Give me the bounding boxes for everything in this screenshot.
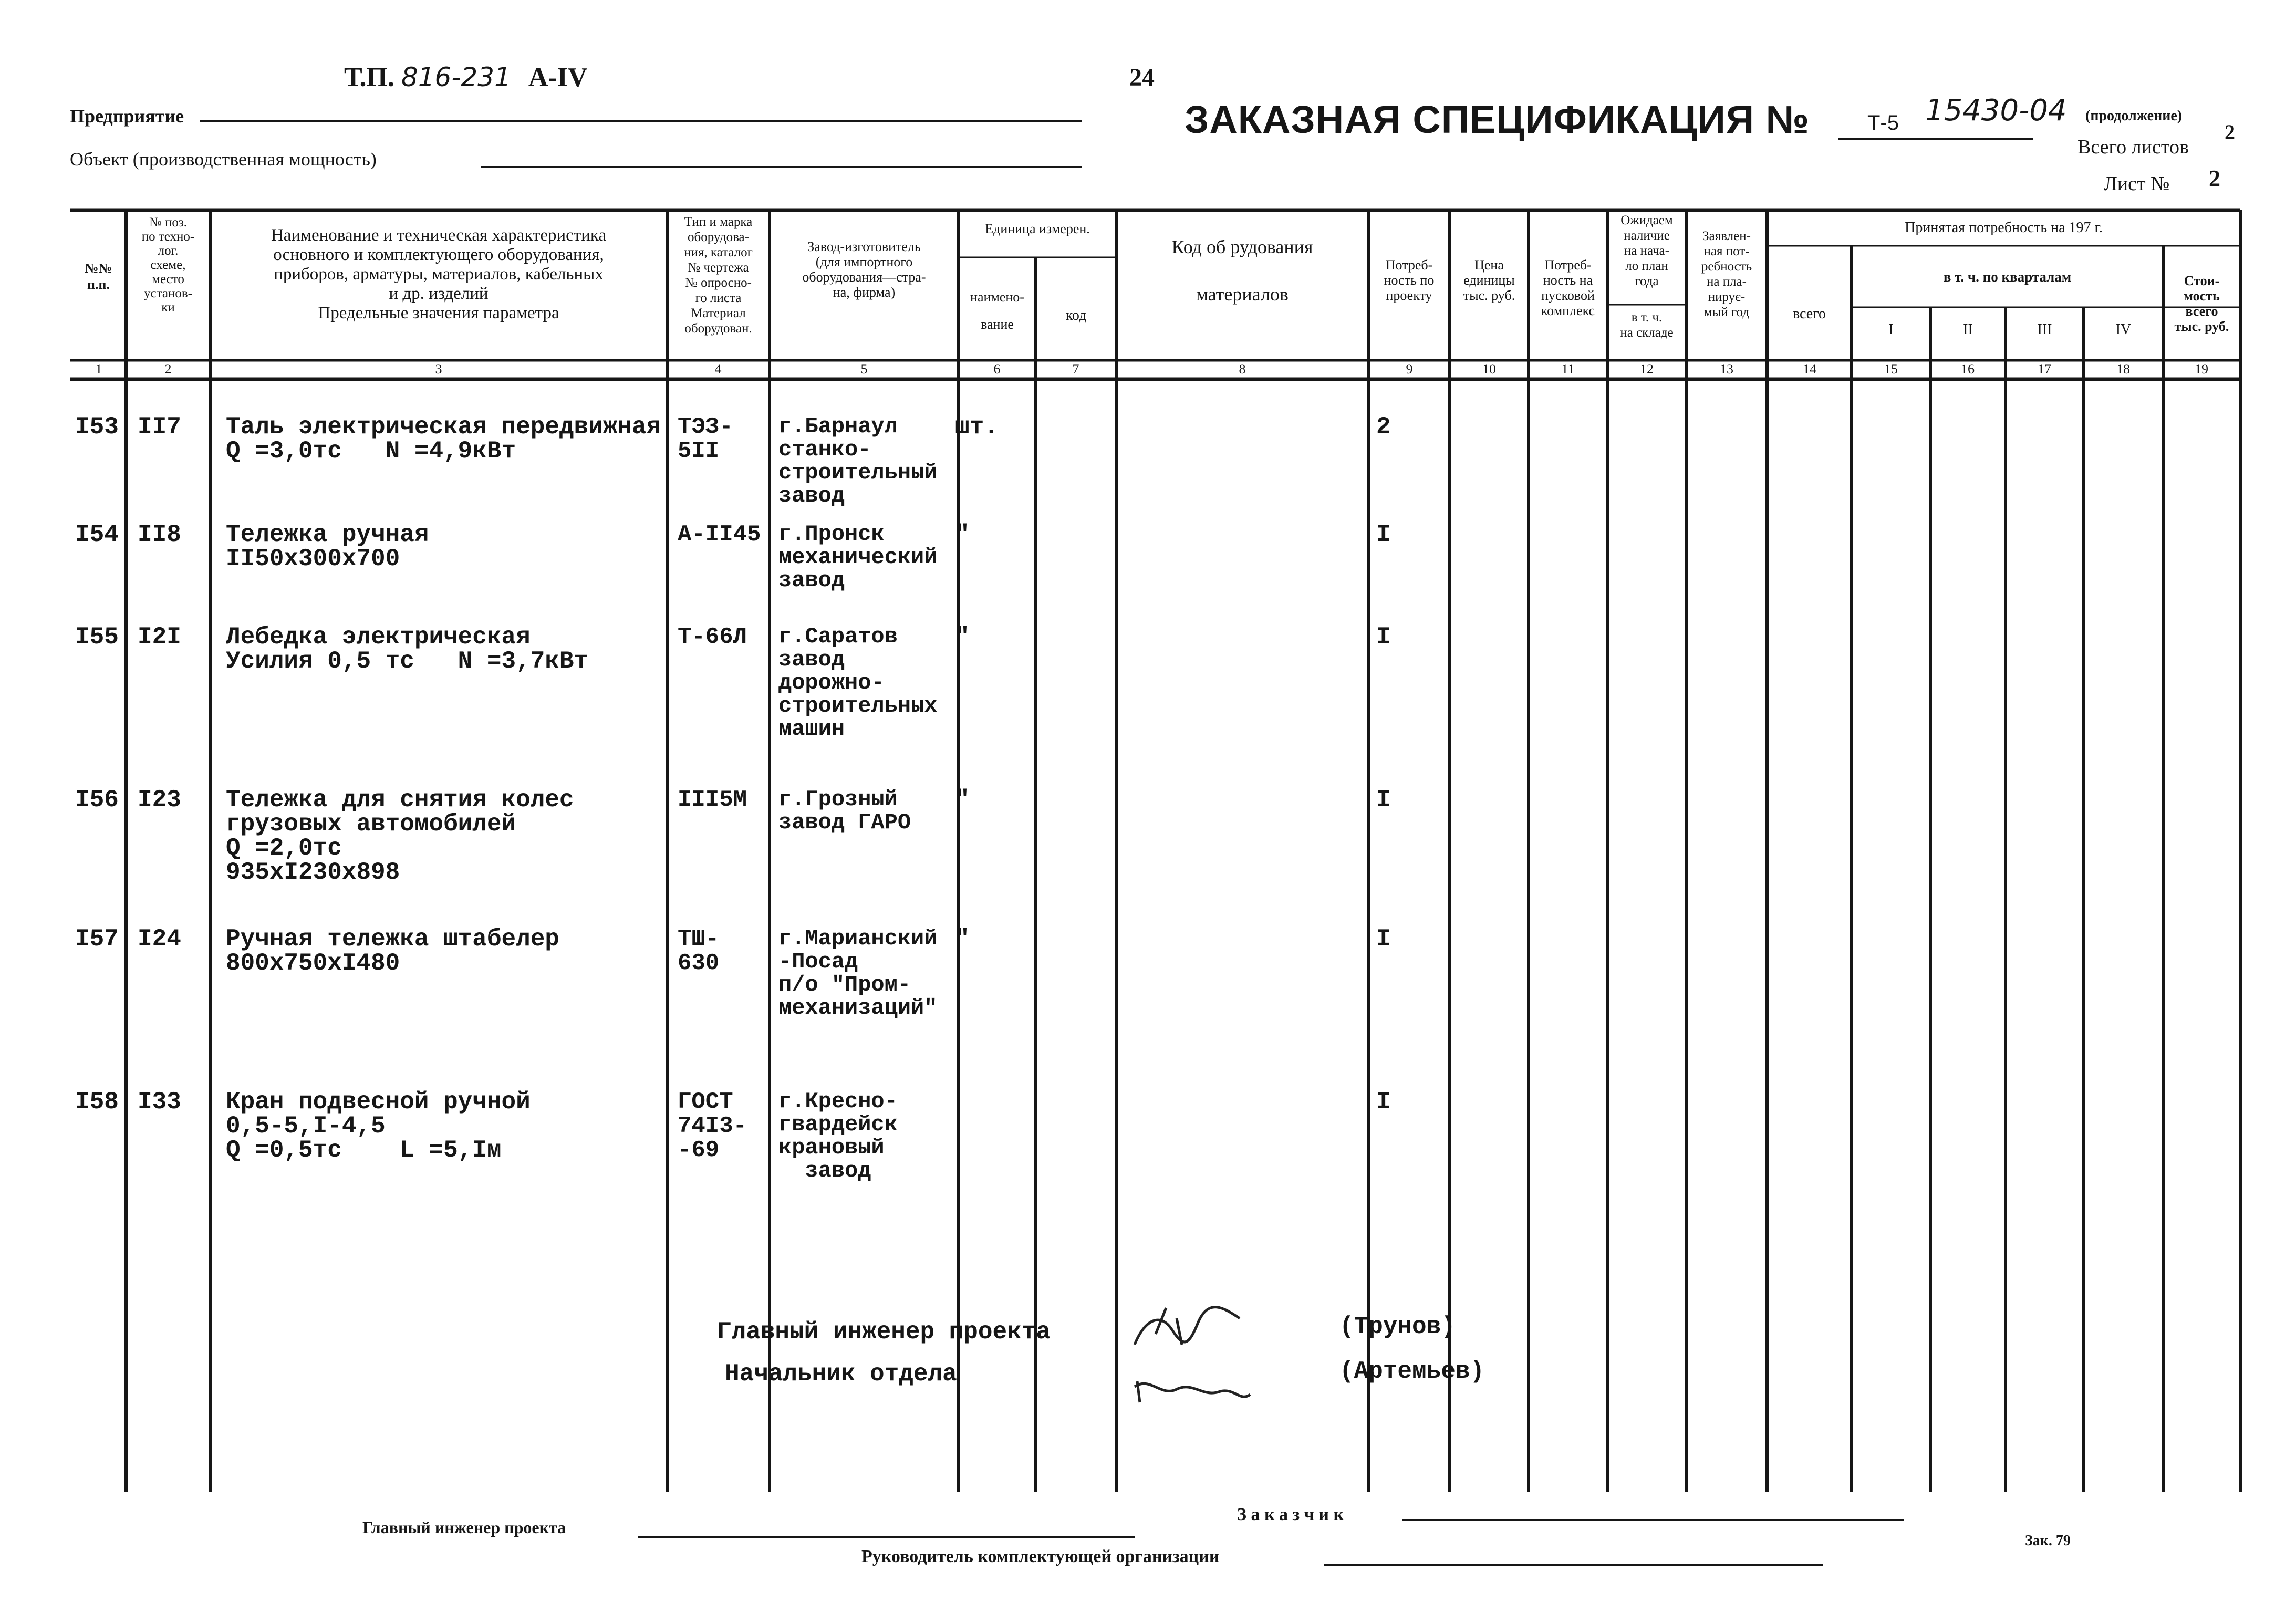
col-header-unit-name-text: наимено- вание	[970, 289, 1024, 332]
col-header-unit-group: Единица измерен.	[985, 221, 1090, 236]
row-number: I53	[75, 413, 119, 441]
row-manufacturer: г.Саратов завод дорожно- строительных машин	[778, 624, 938, 742]
col-header-declared	[1687, 228, 1766, 320]
row-project-qty: I	[1376, 925, 1391, 953]
page-number: 24	[1129, 64, 1155, 91]
row-position: I23	[138, 786, 181, 814]
column-number: 3	[435, 361, 442, 377]
col-header-project-need	[1369, 257, 1449, 303]
column-number: 17	[2038, 361, 2051, 377]
col-header-no	[74, 260, 123, 293]
row-project-qty: I	[1376, 521, 1391, 548]
col-header-expected-text: Ожидаем наличие на нача- ло план года	[1620, 213, 1673, 288]
dept-head-name: (Артемьев)	[1339, 1358, 1485, 1385]
column-number: 1	[95, 361, 102, 377]
col-header-declared-text: Заявлен- ная пот- ребность на пла- нирує- мый год	[1701, 229, 1752, 319]
column-number: 7	[1072, 361, 1079, 377]
doc-code-handwritten: 816-231	[401, 62, 511, 92]
row-project-qty: I	[1376, 623, 1391, 651]
col-header-unit-price-text: Цена единицы тыс. руб.	[1463, 257, 1515, 303]
col-header-materials: материалов	[1196, 284, 1289, 305]
dept-head-label: Начальник отдела	[725, 1360, 957, 1388]
sheet-label: Лист №	[2104, 173, 2170, 195]
doc-code-suffix: А-IV	[528, 63, 588, 92]
row-unit: "	[955, 786, 970, 814]
column-number: 15	[1884, 361, 1898, 377]
row-unit: шт.	[955, 413, 999, 441]
row-unit: "	[955, 521, 970, 548]
row-type-mark: III5М	[678, 787, 747, 813]
column-number: 16	[1961, 361, 1975, 377]
row-unit: "	[955, 623, 970, 651]
row-type-mark: ТЭЗ- 5II	[678, 414, 733, 464]
footer-supplier-head-label: Руководитель комплектующей организации	[861, 1547, 1220, 1566]
col-header-name-text: Наименование и техническая характеристика основного и комплектующего оборудования, приборов, арматуры, материалов, кабельных и др. изделий Предельные значения параметра	[271, 226, 607, 322]
row-project-qty: 2	[1376, 413, 1391, 441]
row-manufacturer: г.Кресно- гвардейск крановый завод	[778, 1089, 898, 1183]
total-sheets-label: Всего листов	[2077, 136, 2189, 158]
row-number: I54	[75, 521, 119, 548]
col-header-type	[668, 214, 768, 336]
col-header-startup-need	[1530, 257, 1606, 318]
column-number: 19	[2195, 361, 2208, 377]
sheet-value: 2	[2209, 165, 2220, 191]
row-position: I33	[138, 1088, 181, 1116]
enterprise-label: Предприятие	[70, 106, 184, 127]
col-header-maker-text: Завод-изготовитель (для импортного оборудования—стра- на, фирма)	[802, 239, 926, 300]
col-header-accepted: Принятая потребность на 197 г.	[1905, 220, 2103, 236]
row-description: Ручная тележка штабелер 800х750хI480	[226, 925, 559, 977]
column-number: 4	[714, 361, 722, 377]
column-number: 14	[1803, 361, 1816, 377]
column-number: 2	[164, 361, 172, 377]
row-description: Таль электрическая передвижная Q =3,0тс N =4,9кВт	[226, 413, 661, 465]
row-description: Тележка для снятия колес грузовых автомобилей Q =2,0тс 935хI230х898	[226, 786, 574, 886]
page-title: ЗАКАЗНАЯ СПЕЦИФИКАЦИЯ №	[1185, 98, 1810, 141]
footer-chief-engineer-field[interactable]	[638, 1536, 1135, 1538]
col-header-no-text: №№ п.п.	[85, 261, 112, 292]
row-number: I58	[75, 1088, 119, 1116]
footer-customer-field[interactable]	[1402, 1519, 1904, 1521]
col-header-q1: I	[1888, 321, 1894, 338]
column-number: 18	[2116, 361, 2130, 377]
continuation-note: (продолжение)	[2085, 108, 2183, 124]
row-manufacturer: г.Марианский -Посад п/о "Пром- механизаций"	[778, 926, 938, 1021]
footer-supplier-head-field[interactable]	[1324, 1564, 1823, 1566]
row-position: II8	[138, 521, 181, 548]
col-header-cost	[2164, 273, 2239, 334]
footer-chief-engineer-label: Главный инженер проекта	[362, 1518, 566, 1537]
column-number: 13	[1720, 361, 1733, 377]
row-position: I2I	[138, 623, 181, 651]
column-number: 9	[1406, 361, 1413, 377]
col-header-cost-text: Стои- мость всего тыс. руб.	[2174, 273, 2229, 334]
row-type-mark: ТШ- 630	[678, 926, 720, 976]
chief-engineer-signature	[1124, 1297, 1250, 1366]
col-header-unit-name	[960, 284, 1035, 338]
row-description: Лебедка электрическая Усилия 0,5 тс N =3,7кВт	[226, 623, 589, 675]
row-type-mark: А-II45	[678, 522, 761, 548]
col-header-unit-price	[1451, 257, 1528, 303]
col-header-quarters: в т. ч. по кварталам	[1943, 269, 2072, 285]
row-manufacturer: г.Барнаул станко- строительный завод	[778, 414, 938, 508]
column-number: 6	[993, 361, 1001, 377]
row-description: Тележка ручная II50х300х700	[226, 521, 429, 573]
col-header-in-stock	[1608, 310, 1685, 340]
total-sheets-value: 2	[2225, 120, 2235, 144]
column-number: 11	[1561, 361, 1575, 377]
col-header-total: всего	[1792, 306, 1826, 322]
row-position: I24	[138, 925, 181, 953]
col-header-pos-text: № поз. по техно- лог. схеме, место установ- ки	[141, 215, 195, 315]
row-position: II7	[138, 413, 181, 441]
col-header-in-stock-text: в т. ч. на складе	[1620, 310, 1674, 340]
col-header-startup-need-text: Потреб- ность на пусковой комплекс	[1541, 257, 1595, 318]
row-number: I56	[75, 786, 119, 814]
row-number: I57	[75, 925, 119, 953]
doc-code-prefix: Т.П.	[344, 63, 394, 92]
col-header-q2: II	[1963, 321, 1973, 338]
col-header-unit-code: код	[1065, 307, 1087, 324]
footer-customer-label: З а к а з ч и к	[1237, 1505, 1344, 1524]
chief-engineer-name: (Трунов)	[1339, 1313, 1456, 1340]
spec-prefix: Т-5	[1867, 111, 1899, 134]
col-header-q3: III	[2037, 321, 2052, 338]
col-header-q4: IV	[2115, 321, 2132, 338]
col-header-expected	[1608, 213, 1685, 289]
row-type-mark: ГОСТ 74I3- -69	[678, 1089, 747, 1163]
object-label: Объект (производственная мощность)	[70, 149, 377, 170]
col-header-name	[211, 226, 666, 323]
row-number: I55	[75, 623, 119, 651]
row-manufacturer: г.Грозный завод ГАРО	[778, 787, 911, 835]
col-header-equipment-code: Код об рудования	[1171, 236, 1313, 257]
column-number: 8	[1239, 361, 1246, 377]
row-unit: "	[955, 925, 970, 953]
row-manufacturer: г.Пронск механический завод	[778, 522, 938, 593]
row-description: Кран подвесной ручной 0,5-5,I-4,5 Q =0,5тс L =5,Iм	[226, 1088, 531, 1164]
row-type-mark: Т-66Л	[678, 624, 747, 650]
row-project-qty: I	[1376, 786, 1391, 814]
chief-engineer-label: Главный инженер проекта	[717, 1318, 1051, 1346]
column-number: 5	[860, 361, 868, 377]
col-header-pos	[127, 215, 209, 315]
col-header-type-text: Тип и марка оборудова- ния, каталог № чертежа № опросно- го листа Материал оборудован.	[684, 215, 753, 336]
row-project-qty: I	[1376, 1088, 1391, 1116]
dept-head-signature	[1129, 1366, 1255, 1413]
spec-number-handwritten: 15430-04	[1925, 93, 2067, 128]
col-header-project-need-text: Потреб- ность по проекту	[1384, 257, 1435, 303]
column-number: 12	[1640, 361, 1654, 377]
column-number: 10	[1482, 361, 1496, 377]
footer-order-number: Зак. 79	[2025, 1533, 2071, 1549]
col-header-maker	[771, 239, 958, 300]
